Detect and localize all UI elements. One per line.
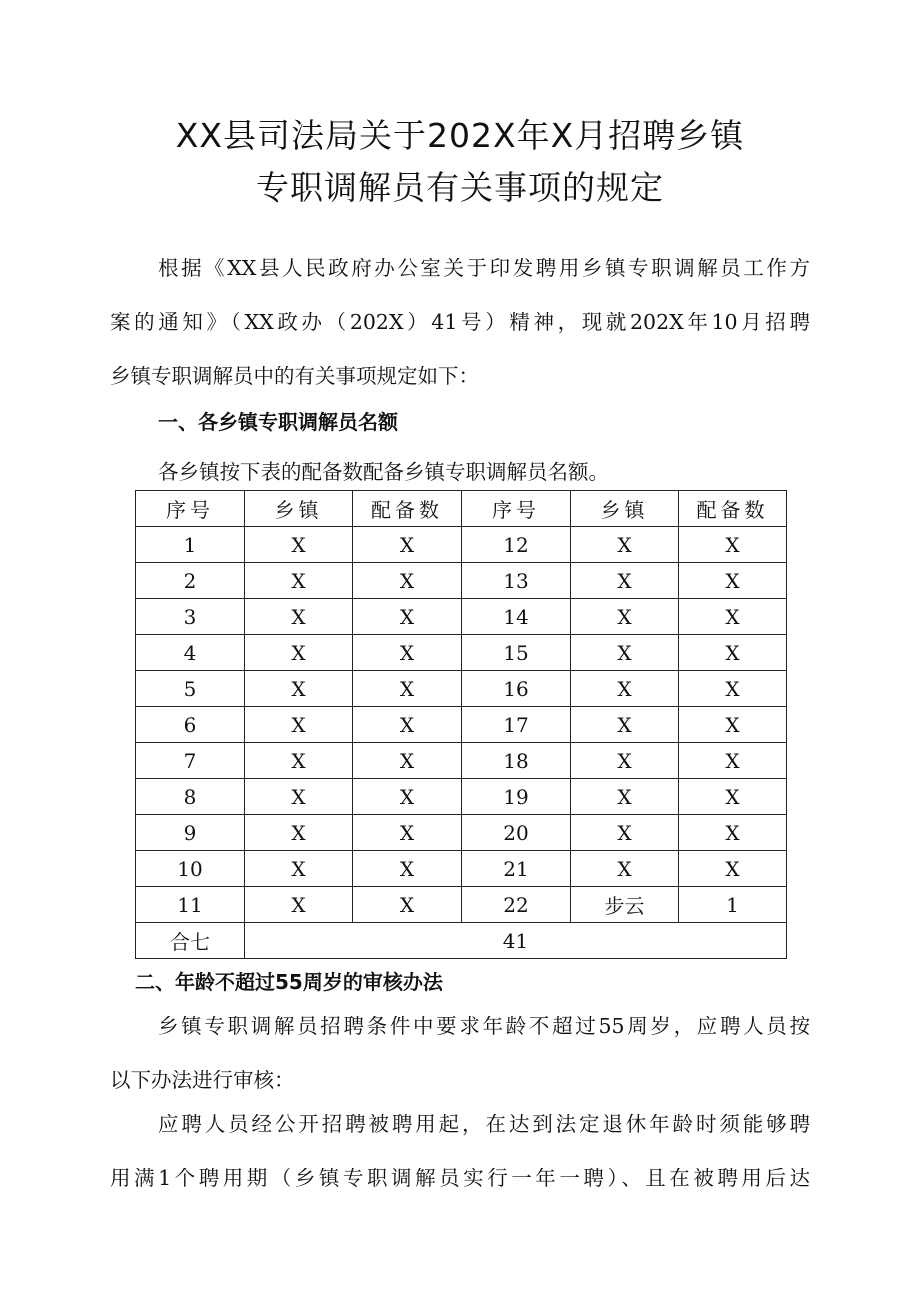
table-cell: X: [245, 599, 353, 635]
table-cell: 14: [462, 599, 571, 635]
header-cell: 配备数: [679, 491, 787, 527]
table-header-row: [136, 491, 787, 527]
total-value: 41: [245, 923, 787, 959]
table-cell: X: [353, 887, 462, 923]
table-row: [136, 635, 787, 671]
table-cell: X: [571, 815, 679, 851]
table-cell: 17: [462, 707, 571, 743]
table-cell: X: [353, 563, 462, 599]
table-cell: X: [571, 851, 679, 887]
section-2-p1-line-1: 乡镇专职调解员招聘条件中要求年龄不超过55周岁，应聘人员按: [158, 1016, 810, 1038]
table-cell: 16: [462, 671, 571, 707]
table-cell: X: [245, 527, 353, 563]
table-cell: 2: [136, 563, 245, 599]
table-row: [136, 851, 787, 887]
table-cell: X: [571, 527, 679, 563]
table-cell: X: [245, 707, 353, 743]
table-cell: 21: [462, 851, 571, 887]
table-row: [136, 599, 787, 635]
table-row: [136, 887, 787, 923]
table-cell: 7: [136, 743, 245, 779]
table-body: [136, 527, 787, 923]
table-cell: X: [353, 815, 462, 851]
header-cell: 序号: [136, 491, 245, 527]
table-cell: X: [353, 671, 462, 707]
table-cell: X: [353, 527, 462, 563]
intro-line-3: 乡镇专职调解员中的有关事项规定如下：: [110, 366, 479, 388]
section-2-heading: 二、年龄不超过55周岁的审核办法: [135, 970, 443, 994]
table-cell: X: [571, 563, 679, 599]
table-cell: X: [353, 599, 462, 635]
table-cell: X: [245, 815, 353, 851]
table-cell: 9: [136, 815, 245, 851]
table-row: [136, 527, 787, 563]
table-cell: X: [353, 743, 462, 779]
table-cell: X: [679, 671, 787, 707]
header-cell: 乡镇: [245, 491, 353, 527]
table-cell: 20: [462, 815, 571, 851]
table-cell: X: [571, 779, 679, 815]
section-2-paragraph-2: [110, 1114, 810, 1222]
section-2-p2-line-2: 用满1个聘用期（乡镇专职调解员实行一年一聘）、且在被聘用后达: [110, 1168, 810, 1190]
table-cell: 12: [462, 527, 571, 563]
table-cell: 8: [136, 779, 245, 815]
table-cell: X: [679, 815, 787, 851]
table-cell: X: [245, 779, 353, 815]
section-2-paragraph-1: [110, 1016, 810, 1124]
table-cell: X: [679, 527, 787, 563]
quota-table: [135, 490, 787, 959]
header-cell: 序号: [462, 491, 571, 527]
document-title-line-2: 专职调解员有关事项的规定: [256, 168, 664, 207]
table-row: [136, 779, 787, 815]
table-cell: 22: [462, 887, 571, 923]
table-row: [136, 707, 787, 743]
intro-paragraph: [110, 258, 810, 420]
table-cell: X: [571, 599, 679, 635]
table-cell: X: [353, 707, 462, 743]
table-cell: X: [245, 887, 353, 923]
table-row: [136, 743, 787, 779]
table-cell: 10: [136, 851, 245, 887]
table-cell: 11: [136, 887, 245, 923]
table-cell: X: [353, 635, 462, 671]
intro-line-2: 案的通知》（XX政办（202X）41号）精神，现就202X年10月招聘: [110, 312, 810, 334]
section-1-heading: 一、各乡镇专职调解员名额: [158, 410, 398, 434]
table-cell: X: [245, 851, 353, 887]
table-cell: 19: [462, 779, 571, 815]
table-cell: 1: [679, 887, 787, 923]
table-cell: X: [679, 635, 787, 671]
table-cell: X: [245, 635, 353, 671]
intro-line-1: 根据《XX县人民政府办公室关于印发聘用乡镇专职调解员工作方: [158, 258, 810, 280]
table-cell: X: [679, 599, 787, 635]
table-total-row: [136, 923, 787, 959]
table-cell: X: [245, 743, 353, 779]
table-cell: X: [571, 671, 679, 707]
table-cell: X: [571, 707, 679, 743]
section-2-p1-line-2: 以下办法进行审核：: [110, 1070, 295, 1092]
table-row: [136, 563, 787, 599]
section-2-p2-line-1: 应聘人员经公开招聘被聘用起，在达到法定退休年龄时须能够聘: [158, 1114, 810, 1136]
table-cell: X: [245, 563, 353, 599]
table-cell: X: [679, 779, 787, 815]
table-cell: X: [353, 851, 462, 887]
table-cell: 4: [136, 635, 245, 671]
section-1-text: 各乡镇按下表的配备数配备乡镇专职调解员名额。: [158, 460, 609, 484]
total-label: 合七: [136, 923, 245, 959]
table-row: [136, 671, 787, 707]
table-cell: X: [679, 563, 787, 599]
table-cell: 5: [136, 671, 245, 707]
table-cell: X: [679, 851, 787, 887]
table-cell: 步云: [571, 887, 679, 923]
table-cell: X: [679, 707, 787, 743]
header-cell: 配备数: [353, 491, 462, 527]
header-cell: 乡镇: [571, 491, 679, 527]
table-cell: 15: [462, 635, 571, 671]
table-cell: 3: [136, 599, 245, 635]
table-cell: X: [679, 743, 787, 779]
table-cell: 6: [136, 707, 245, 743]
table-cell: X: [353, 779, 462, 815]
table-cell: X: [245, 671, 353, 707]
document-title-line-1: XX县司法局关于202X年X月招聘乡镇: [175, 116, 745, 155]
table-cell: 1: [136, 527, 245, 563]
table-row: [136, 815, 787, 851]
table-cell: 13: [462, 563, 571, 599]
table-cell: 18: [462, 743, 571, 779]
table-cell: X: [571, 635, 679, 671]
table-cell: X: [571, 743, 679, 779]
